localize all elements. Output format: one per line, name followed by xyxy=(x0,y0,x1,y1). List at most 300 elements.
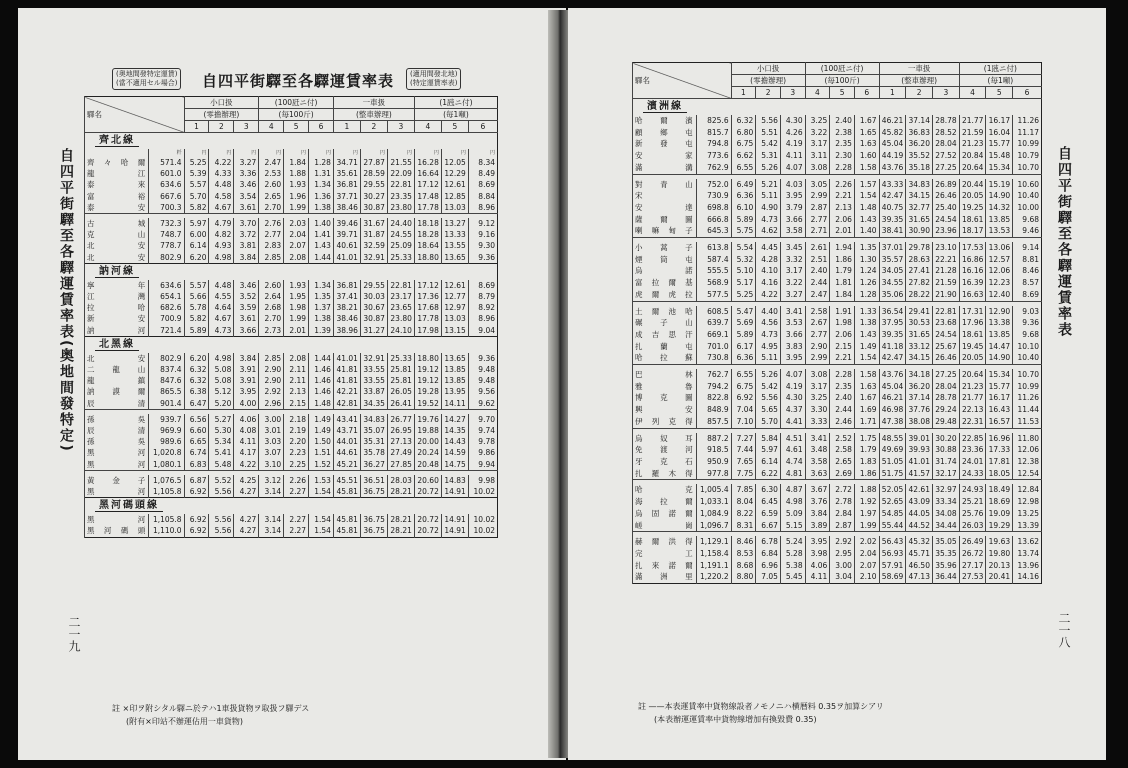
rate-cell: 15.48 xyxy=(986,150,1013,162)
rate-cell: 14.90 xyxy=(986,352,1013,364)
rate-cell: 5.10 xyxy=(731,265,756,277)
rate-cell: 56.43 xyxy=(879,536,906,548)
rate-cell: 1.84 xyxy=(830,289,855,301)
grade-header: 2 xyxy=(756,87,781,99)
station-name: 古城 xyxy=(85,218,149,229)
distance-cell: 1,220.2 xyxy=(696,571,731,583)
rate-cell: 9.36 xyxy=(468,353,497,364)
rate-cell: 6.10 xyxy=(731,202,756,214)
rate-cell: 4.40 xyxy=(756,306,781,318)
table-row xyxy=(85,436,498,447)
small-lot-label: 小口扱 xyxy=(756,64,780,73)
rate-cell: 1.43 xyxy=(854,329,879,341)
rate-cell: 3.25 xyxy=(805,115,830,127)
rate-cell: 44.52 xyxy=(906,520,933,532)
rate-cell: 1.88 xyxy=(284,168,309,179)
rate-cell: 2.84 xyxy=(830,508,855,520)
rate-cell: 21.90 xyxy=(932,289,959,301)
rate-cell: 2.85 xyxy=(259,353,284,364)
rate-cell: 13.53 xyxy=(986,225,1013,237)
rate-cell: 9.04 xyxy=(468,325,497,337)
rate-cell: 3.98 xyxy=(805,548,830,560)
rate-cell: 5.70 xyxy=(184,191,209,202)
rate-cell: 1.60 xyxy=(854,150,879,162)
rate-cell: 6.62 xyxy=(731,150,756,162)
table-row xyxy=(85,202,498,214)
rate-cell: 4.98 xyxy=(209,252,234,264)
grade-header: 6 xyxy=(468,121,497,133)
rate-cell: 26.03 xyxy=(959,520,986,532)
rate-cell: 3.46 xyxy=(234,280,259,291)
rate-cell: 8.53 xyxy=(731,548,756,560)
rate-cell: 36.81 xyxy=(333,280,360,291)
right-title-note: (適用間發北地) (特定運賃率表) xyxy=(406,68,461,90)
table-row xyxy=(85,291,498,302)
rate-cell: 27.53 xyxy=(959,571,986,583)
rate-cell: 46.50 xyxy=(906,560,933,572)
carload-header xyxy=(333,97,414,109)
rate-cell: 17.12 xyxy=(414,179,441,190)
rate-cell: 14.47 xyxy=(986,341,1013,353)
rate-cell: 2.58 xyxy=(805,306,830,318)
rate-cell: 12.98 xyxy=(1013,496,1042,508)
rate-cell: 1.67 xyxy=(854,392,879,404)
rate-cell: 6.87 xyxy=(184,475,209,486)
rate-cell: 38.46 xyxy=(333,313,360,324)
rate-cell: 6.47 xyxy=(184,398,209,410)
rate-cell: 43.76 xyxy=(879,369,906,381)
rate-cell: 4.74 xyxy=(780,456,805,468)
rate-cell: 5.57 xyxy=(184,179,209,190)
rate-cell: 35.78 xyxy=(360,447,387,458)
station-name: 烏奴耳 xyxy=(633,433,697,445)
rate-cell: 42.81 xyxy=(333,398,360,410)
rate-cell: 6.00 xyxy=(184,229,209,240)
rate-cell: 10.40 xyxy=(1013,352,1042,364)
distance-cell: 977.8 xyxy=(696,468,731,480)
rate-cell: 2.20 xyxy=(284,436,309,447)
table-row xyxy=(85,168,498,179)
rate-cell: 38.08 xyxy=(906,416,933,428)
table-row xyxy=(633,179,1042,191)
rate-cell: 1.54 xyxy=(854,352,879,364)
rate-cell: 45.04 xyxy=(879,138,906,150)
rate-cell: 29.55 xyxy=(360,280,387,291)
table-row xyxy=(85,218,498,229)
grade-header: 3 xyxy=(932,87,959,99)
grade-header: 3 xyxy=(780,87,805,99)
small-unit-sub: (毎100斤) xyxy=(805,75,879,87)
rate-cell: 26.89 xyxy=(932,179,959,191)
rate-cell: 5.82 xyxy=(184,202,209,214)
unit-cell: 円 xyxy=(360,149,387,157)
rate-cell: 4.95 xyxy=(756,341,781,353)
rate-cell: 4.26 xyxy=(780,127,805,139)
station-name: 哈爾濱 xyxy=(633,115,697,127)
rate-cell: 8.69 xyxy=(468,179,497,190)
rate-cell: 39.93 xyxy=(906,444,933,456)
rate-cell: 4.62 xyxy=(756,225,781,237)
rate-cell: 30.90 xyxy=(906,225,933,237)
rate-cell: 23.35 xyxy=(387,191,414,202)
rate-cell: 13.74 xyxy=(1013,548,1042,560)
rate-cell: 17.33 xyxy=(986,444,1013,456)
rate-cell: 17.36 xyxy=(414,291,441,302)
rate-cell: 4.61 xyxy=(780,444,805,456)
rate-cell: 34.15 xyxy=(906,190,933,202)
station-name: 扎蘭屯 xyxy=(633,341,697,353)
rate-cell: 27.49 xyxy=(387,447,414,458)
rate-cell: 3.76 xyxy=(805,496,830,508)
header-corner xyxy=(633,63,732,99)
rate-cell: 1.48 xyxy=(854,202,879,214)
rate-cell: 16.39 xyxy=(959,277,986,289)
rate-cell: 43.71 xyxy=(333,425,360,436)
rate-cell: 33.87 xyxy=(360,386,387,397)
rate-cell: 2.40 xyxy=(830,115,855,127)
rate-cell: 26.46 xyxy=(932,352,959,364)
rate-cell: 3.04 xyxy=(830,571,855,583)
rate-cell: 8.69 xyxy=(1013,289,1042,301)
rate-cell: 6.36 xyxy=(731,352,756,364)
rate-cell: 13.38 xyxy=(986,317,1013,329)
station-name: 泰安 xyxy=(85,202,149,214)
rate-cell: 1.30 xyxy=(854,254,879,266)
station-name: 安家 xyxy=(633,150,697,162)
rate-cell: 48.55 xyxy=(879,433,906,445)
station-name: 宋 xyxy=(633,190,697,202)
rate-cell: 28.21 xyxy=(387,514,414,525)
table-body xyxy=(633,99,1042,584)
table-row xyxy=(85,252,498,264)
distance-cell: 837.4 xyxy=(149,364,184,375)
rate-cell: 1.94 xyxy=(830,242,855,254)
rate-cell: 8.96 xyxy=(468,313,497,324)
rate-cell: 4.87 xyxy=(780,484,805,496)
rate-cell: 24.54 xyxy=(932,329,959,341)
rate-cell: 4.17 xyxy=(234,447,259,458)
table-row xyxy=(633,456,1042,468)
rate-cell: 2.44 xyxy=(830,404,855,416)
table-row xyxy=(85,398,498,410)
rate-cell: 45.81 xyxy=(333,525,360,537)
rate-cell: 3.61 xyxy=(234,202,259,214)
rate-cell: 2.92 xyxy=(830,536,855,548)
rate-cell: 32.77 xyxy=(906,202,933,214)
table-row xyxy=(633,536,1042,548)
unit-cell xyxy=(85,149,149,157)
rate-cell: 19.88 xyxy=(414,425,441,436)
rate-cell: 1.54 xyxy=(309,525,334,537)
rate-cell: 2.06 xyxy=(830,214,855,226)
station-name: 薩爾圖 xyxy=(633,214,697,226)
unit-cell: 円 xyxy=(284,149,309,157)
rate-cell: 19.09 xyxy=(986,508,1013,520)
rate-cell: 32.91 xyxy=(360,252,387,264)
rate-cell: 27.85 xyxy=(387,459,414,471)
rate-cell: 22.81 xyxy=(387,280,414,291)
table-row xyxy=(633,190,1042,202)
rate-cell: 28.03 xyxy=(387,475,414,486)
table-row xyxy=(85,353,498,364)
table-row xyxy=(85,325,498,337)
rate-cell: 2.07 xyxy=(284,240,309,251)
station-name: 對青山 xyxy=(633,179,697,191)
rate-cell: 14.16 xyxy=(1013,571,1042,583)
grade-header: 5 xyxy=(830,87,855,99)
table-row xyxy=(633,508,1042,520)
rate-cell: 2.04 xyxy=(854,548,879,560)
rate-cell: 36.44 xyxy=(932,571,959,583)
rate-cell: 5.08 xyxy=(209,375,234,386)
rate-cell: 5.26 xyxy=(756,162,781,174)
rate-cell: 4.28 xyxy=(756,254,781,266)
right-footnote: 註 ——本表運賃率中貨物線設者ノモノニハ横暦料 0.35ヲ加算シアリ (本表辦運運賃率中貨物線增加有換毀費 0.35) xyxy=(638,702,884,724)
table-row xyxy=(633,444,1042,456)
rate-cell: 4.79 xyxy=(209,218,234,229)
carload-label: 一車扱 xyxy=(362,98,386,107)
rate-cell: 2.40 xyxy=(830,392,855,404)
rate-cell: 34.08 xyxy=(932,508,959,520)
rate-cell: 3.14 xyxy=(259,486,284,498)
rate-cell: 4.22 xyxy=(234,459,259,471)
station-name: 江灣 xyxy=(85,291,149,302)
station-name: 二龍山 xyxy=(85,364,149,375)
table-row xyxy=(85,486,498,498)
rate-cell: 9.62 xyxy=(468,398,497,410)
rate-cell: 19.52 xyxy=(414,398,441,410)
rate-cell: 5.38 xyxy=(780,560,805,572)
rate-cell: 2.15 xyxy=(830,341,855,353)
distance-cell: 1,080.1 xyxy=(149,459,184,471)
station-name: 嵯崗 xyxy=(633,520,697,532)
rate-cell: 13.65 xyxy=(441,252,468,264)
distance-cell: 571.4 xyxy=(149,157,184,168)
rate-cell: 34.18 xyxy=(906,369,933,381)
rate-cell: 35.06 xyxy=(879,289,906,301)
rate-cell: 31.27 xyxy=(360,325,387,337)
rate-cell: 51.05 xyxy=(879,456,906,468)
rate-cell: 1.40 xyxy=(854,225,879,237)
section-cell xyxy=(85,336,498,353)
table-row xyxy=(85,386,498,397)
rate-cell: 5.56 xyxy=(209,525,234,537)
right-tariff-table xyxy=(632,62,1042,584)
table-row xyxy=(85,240,498,251)
rate-cell: 3.22 xyxy=(780,277,805,289)
rate-cell: 5.82 xyxy=(184,313,209,324)
rate-cell: 2.64 xyxy=(259,291,284,302)
table-row xyxy=(633,254,1042,266)
station-name: 新發屯 xyxy=(633,138,697,150)
table-row xyxy=(633,138,1042,150)
rate-cell: 3.17 xyxy=(780,265,805,277)
rate-cell: 2.83 xyxy=(259,240,284,251)
distance-cell: 634.6 xyxy=(149,179,184,190)
rate-cell: 3.07 xyxy=(259,447,284,458)
rate-cell: 3.17 xyxy=(805,138,830,150)
rate-cell: 6.78 xyxy=(756,536,781,548)
station-name: 龍鎮 xyxy=(85,375,149,386)
rate-cell: 10.79 xyxy=(1013,150,1042,162)
rate-cell: 21.23 xyxy=(959,138,986,150)
rate-cell: 37.76 xyxy=(906,404,933,416)
section-title: 黑河碼頭線 xyxy=(95,500,163,512)
rate-cell: 14.32 xyxy=(986,202,1013,214)
rate-cell: 3.91 xyxy=(234,375,259,386)
station-name: 黑河碼頭 xyxy=(85,525,149,537)
unit-cell: 円 xyxy=(414,149,441,157)
rate-cell: 6.17 xyxy=(731,341,756,353)
rate-cell: 6.83 xyxy=(184,459,209,471)
rate-cell: 5.56 xyxy=(756,392,781,404)
rate-cell: 9.94 xyxy=(468,459,497,471)
station-name: 辰清 xyxy=(85,398,149,410)
carload-unit-sub: (毎1噸) xyxy=(414,109,497,121)
station-name: 滿洲里 xyxy=(633,571,697,583)
rate-cell: 7.85 xyxy=(731,484,756,496)
rate-cell: 9.46 xyxy=(1013,225,1042,237)
rate-cell: 2.77 xyxy=(259,229,284,240)
station-name: 龍江 xyxy=(85,168,149,179)
table-row xyxy=(85,525,498,537)
rate-cell: 30.67 xyxy=(360,302,387,313)
rate-cell: 35.96 xyxy=(932,560,959,572)
rate-cell: 12.61 xyxy=(441,179,468,190)
rate-cell: 20.64 xyxy=(959,369,986,381)
rate-cell: 26.05 xyxy=(387,386,414,397)
station-name: 北安 xyxy=(85,353,149,364)
rate-cell: 6.36 xyxy=(731,190,756,202)
table-row xyxy=(85,313,498,324)
rate-cell: 1.38 xyxy=(309,313,334,324)
rate-cell: 5.52 xyxy=(209,475,234,486)
small-lot-header xyxy=(184,97,259,109)
rate-cell: 34.55 xyxy=(879,277,906,289)
distance-cell: 1,105.8 xyxy=(149,514,184,525)
rate-cell: 22.81 xyxy=(932,306,959,318)
rate-cell: 36.20 xyxy=(906,381,933,393)
station-name: 博克圖 xyxy=(633,392,697,404)
station-name: 免渡河 xyxy=(633,444,697,456)
rate-cell: 41.01 xyxy=(333,252,360,264)
section-cell xyxy=(633,99,1042,116)
rate-cell: 5.08 xyxy=(209,364,234,375)
station-name: 顧鄉屯 xyxy=(633,127,697,139)
rate-cell: 13.03 xyxy=(441,313,468,324)
rate-cell: 31.65 xyxy=(906,214,933,226)
station-name: 虎爾虎拉 xyxy=(633,289,697,301)
distance-cell: 730.8 xyxy=(696,352,731,364)
rate-cell: 13.96 xyxy=(1013,560,1042,572)
rate-cell: 34.83 xyxy=(360,414,387,425)
distance-cell: 669.1 xyxy=(696,329,731,341)
rate-cell: 6.32 xyxy=(731,115,756,127)
station-name: 孫吳 xyxy=(85,436,149,447)
rate-cell: 4.81 xyxy=(780,468,805,480)
rate-cell: 21.77 xyxy=(959,392,986,404)
rate-cell: 2.71 xyxy=(805,225,830,237)
rate-cell: 18.49 xyxy=(986,484,1013,496)
rate-cell: 34.05 xyxy=(879,265,906,277)
rate-cell: 4.64 xyxy=(209,302,234,313)
rate-cell: 2.60 xyxy=(259,280,284,291)
rate-cell: 1.51 xyxy=(309,447,334,458)
rate-cell: 14.90 xyxy=(986,190,1013,202)
rate-cell: 3.03 xyxy=(259,436,284,447)
rate-cell: 20.72 xyxy=(414,514,441,525)
rate-cell: 1.26 xyxy=(854,277,879,289)
rate-cell: 3.61 xyxy=(234,313,259,324)
rate-cell: 57.91 xyxy=(879,560,906,572)
rate-cell: 1.83 xyxy=(854,456,879,468)
rate-cell: 1.46 xyxy=(309,364,334,375)
rate-cell: 4.67 xyxy=(209,313,234,324)
table-row xyxy=(85,475,498,486)
table-row xyxy=(633,127,1042,139)
rate-cell: 32.17 xyxy=(932,468,959,480)
rate-cell: 6.55 xyxy=(731,369,756,381)
rate-cell: 12.57 xyxy=(986,254,1013,266)
rate-cell: 10.00 xyxy=(1013,202,1042,214)
rate-cell: 56.93 xyxy=(879,548,906,560)
rate-cell: 7.05 xyxy=(756,571,781,583)
rate-cell: 4.08 xyxy=(234,425,259,436)
rate-cell: 1.43 xyxy=(309,240,334,251)
grade-header: 6 xyxy=(1013,87,1042,99)
section-title: 濱洲線 xyxy=(643,101,687,113)
rate-cell: 6.14 xyxy=(184,240,209,251)
rate-cell: 8.22 xyxy=(731,508,756,520)
rate-cell: 2.21 xyxy=(830,352,855,364)
station-name: 雅魯 xyxy=(633,381,697,393)
rate-cell: 22.81 xyxy=(387,179,414,190)
rate-cell: 17.78 xyxy=(414,313,441,324)
rate-cell: 13.85 xyxy=(441,375,468,386)
distance-cell: 721.4 xyxy=(149,325,184,337)
rate-cell: 25.09 xyxy=(387,240,414,251)
rate-cell: 1.99 xyxy=(854,520,879,532)
station-name: 碾子山 xyxy=(633,317,697,329)
rate-cell: 2.02 xyxy=(854,536,879,548)
distance-cell: 752.0 xyxy=(696,179,731,191)
rate-cell: 6.55 xyxy=(731,162,756,174)
rate-cell: 17.48 xyxy=(414,191,441,202)
rate-cell: 2.06 xyxy=(830,329,855,341)
rate-cell: 2.92 xyxy=(259,386,284,397)
rate-cell: 5.27 xyxy=(209,414,234,425)
section-cell xyxy=(85,133,498,150)
rate-cell: 36.81 xyxy=(333,179,360,190)
rate-cell: 47.13 xyxy=(906,571,933,583)
rate-cell: 34.35 xyxy=(360,398,387,410)
unit-cell: 円 xyxy=(259,149,284,157)
rate-cell: 3.66 xyxy=(780,214,805,226)
table-row xyxy=(633,520,1042,532)
rate-cell: 29.78 xyxy=(906,242,933,254)
rate-cell: 10.99 xyxy=(1013,138,1042,150)
station-name: 烏固諾爾 xyxy=(633,508,697,520)
rate-cell: 36.75 xyxy=(360,486,387,498)
rate-cell: 19.12 xyxy=(414,375,441,386)
rate-cell: 3.66 xyxy=(780,329,805,341)
rate-cell: 1.69 xyxy=(854,404,879,416)
carload-unit-header xyxy=(414,97,497,109)
rate-cell: 17.12 xyxy=(414,280,441,291)
rate-cell: 14.91 xyxy=(441,514,468,525)
rate-cell: 8.04 xyxy=(731,496,756,508)
rate-cell: 42.21 xyxy=(333,386,360,397)
